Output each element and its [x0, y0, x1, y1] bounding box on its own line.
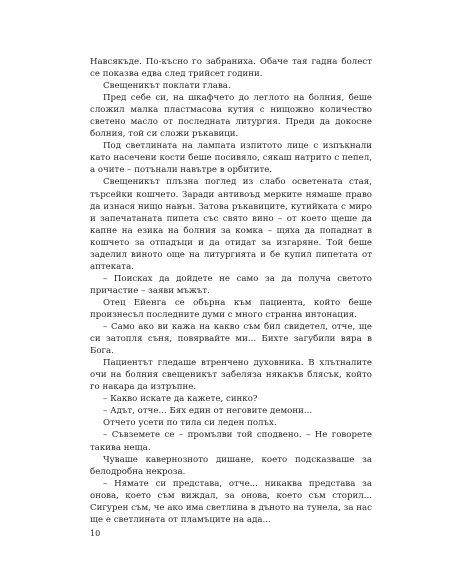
paragraph: – Нямате си представа, отче... никаква представа за онова, което съм виждал, за онова, което съм сторил... Сигурен съм, че ако има светлина в дъното на тунела, за нас ще е светлината от пламъците на ада...: [90, 478, 372, 525]
paragraph: Под светлината на лампата изпитото лице с изпъкнали като насечени кости беше посивяло, сякаш натрито с пепел, а очите – потънали навътре в орбитите.: [90, 141, 372, 176]
paragraph: – Поискаx да дойдете не само за да получа светото причастие – заяви мъжът.: [90, 273, 372, 296]
paragraph: – Само ако ви кажа на какво съм бил свидетел, отче, ще си затопля съня, повярвайте ми... Бихте загубили вяра в Бога.: [90, 322, 372, 357]
paragraph: – Какво искате да кажете, синко?: [103, 394, 258, 405]
paragraph: Отец Ейенга се обърна към пациента, който беше произнесъл последните думи с много странна интонация.: [90, 297, 372, 320]
page-number: 10: [90, 529, 101, 538]
paragraph: Свещеникът поклати глава.: [103, 81, 231, 92]
paragraph: Отчето усети по тила си леден полъх.: [103, 418, 277, 429]
paragraph: Чуваше кавернозното дишане, което подсказваше за белодробна некроза.: [90, 454, 372, 477]
paragraph: – Адът, отче... Бях един от неговите демони...: [103, 406, 313, 417]
paragraph: Свещеникът плъзна поглед из слабо осветената стая, търсейки кошчето. Заради антивоъд мерките нямаше право да изнася нищо навън. Затова ръкавиците, кутийката с миро и запечатаната пипета със свято вино – от което щеше да капне на езика на болния за комка – щяха да попаднат в кошчето за отпадъци и да отидат за изгаряне. Той беше заделил виното още на литургията и бе купил пипетата от аптеката.: [90, 177, 372, 272]
paragraph: Навсякъде. По-късно го забраниха. Обаче тая гадна болест се показва едва след трийсет години.: [90, 57, 372, 80]
paragraph: Пациентът гледаше втренчено духовника. В хлътналите очи на болния свещеникът забеляза някакъв блясък, който го накара да изтръпне.: [90, 358, 372, 393]
body-text: [90, 56, 372, 526]
paragraph: – Съвземете се – промълви той сподвено. – Не говорете такива неща.: [90, 430, 372, 453]
paragraph: Пред себе си, на шкафчето до леглото на болния, беше сложил малка пластмасова кутия с нищожно количество светено масло от последната литургия. Преди да докосне болния, той си сложи ръкавици.: [90, 93, 372, 140]
